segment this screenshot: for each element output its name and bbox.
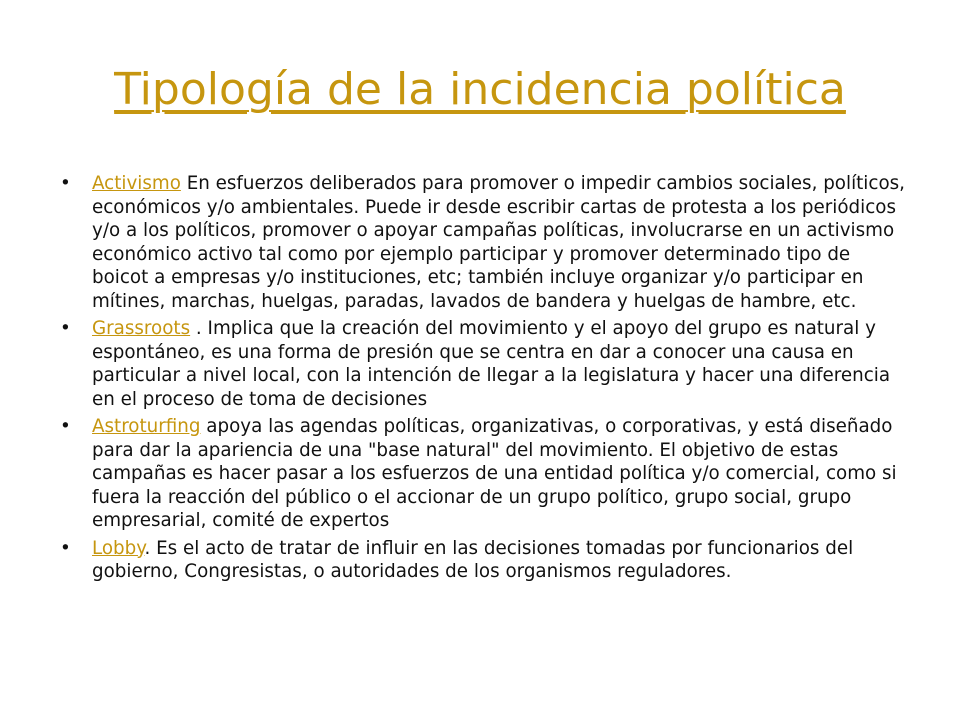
bullet-icon: •: [60, 318, 71, 339]
astroturfing-description: apoya las agendas políticas, organizativas, o corporativas, y está diseñado para dar la apariencia de una "base natural" del movimiento. El objetivo de estas campañas es hacer pasar a los esfuerzos de una entidad política y/o comercial, como si fuera la reacción del público o el accionar de un grupo político, grupo social, grupo empresarial, comité de expertos: [92, 416, 897, 531]
list-item-activismo: [60, 172, 910, 313]
grassroots-description: . Implica que la creación del movimiento y el apoyo del grupo es natural y espontáneo, es una forma de presión que se centra en dar a conocer una causa en particular a nivel local, con la intención de llegar a la legislatura y hacer una diferencia en el proceso de toma de decisiones: [92, 318, 891, 410]
lobby-description: . Es el acto de tratar de influir en las decisiones tomadas por funcionarios del gobierno, Congresistas, o autoridades de los organismos reguladores.: [92, 537, 854, 582]
astroturfing-link[interactable]: Astroturfing: [92, 416, 201, 437]
list-item-astroturfing: [60, 415, 910, 533]
bullet-list: [60, 172, 910, 588]
bullet-icon: •: [60, 416, 71, 437]
bullet-icon: •: [60, 173, 71, 194]
grassroots-link[interactable]: Grassroots: [92, 318, 191, 339]
bullet-icon: •: [60, 537, 71, 559]
list-item-grassroots: [60, 317, 910, 411]
slide-title[interactable]: [0, 60, 960, 120]
activismo-link[interactable]: Activismo: [92, 173, 181, 194]
list-item-lobby: [60, 537, 910, 584]
lobby-link[interactable]: Lobby: [92, 537, 145, 559]
slide-title-link[interactable]: Tipología de la incidencia política: [114, 64, 846, 115]
activismo-description: En esfuerzos deliberados para promover o impedir cambios sociales, políticos, económicos y/o ambientales. Puede ir desde escribir cartas de protesta a los periódicos y/o a los políticos, promover o apoyar campañas políticas, involucrarse en un activismo económico activo tal como por ejemplo participar y promover determinado tipo de boicot a empresas y/o instituciones, etc; también incluye organizar y/o participar en mítines, marchas, huelgas, paradas, lavados de bandera y huelgas de hambre, etc.: [92, 173, 905, 312]
